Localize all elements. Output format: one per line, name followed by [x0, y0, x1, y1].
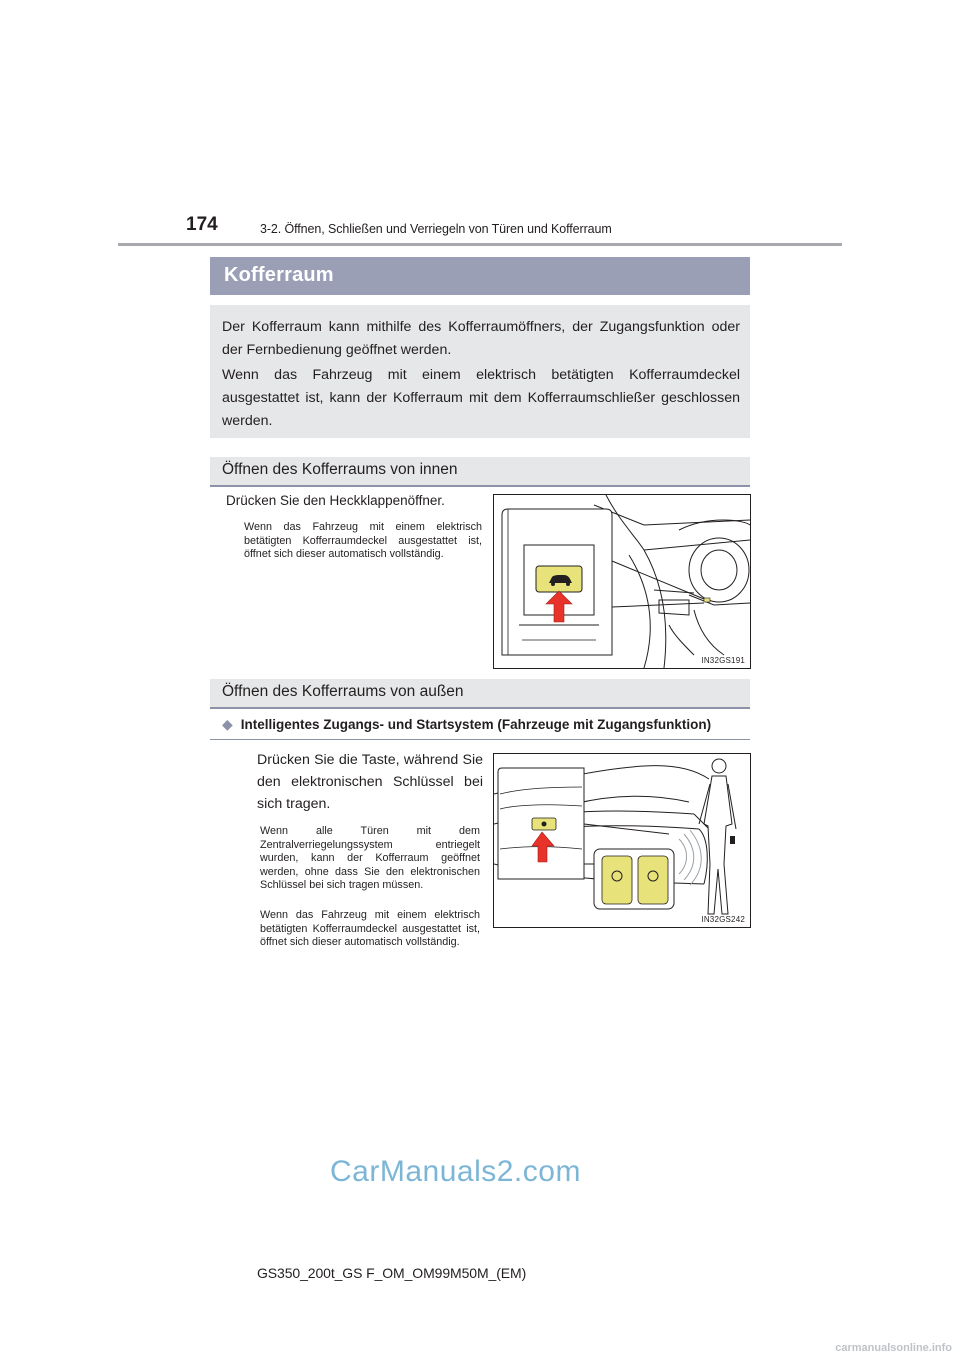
footer-doc-id: GS350_200t_GS F_OM_OM99M50M_(EM)	[257, 1265, 527, 1281]
diamond-icon: ◆	[222, 716, 233, 732]
intro-box	[210, 305, 750, 438]
note-outside-1: Wenn alle Türen mit dem Zentralverriegelungssystem entriegelt wurden, kann der Kofferraum geöffnet werden, ohne dass Sie den elektronischen Schlüssel bei sich tragen müssen.	[260, 825, 480, 891]
section-heading-inside-text: Öffnen des Kofferraums von innen	[222, 461, 458, 478]
subheading-rule	[210, 739, 750, 740]
subheading-smart-entry	[222, 716, 711, 733]
header-rule	[118, 243, 842, 246]
figure-trunk-opener-outside	[493, 753, 751, 928]
figure-trunk-opener-inside	[493, 494, 751, 669]
figure-code-2: IN32GS242	[701, 915, 745, 924]
page-number: 174	[186, 214, 218, 235]
instruction-outside: Drücken Sie die Taste, während Sie den elektronischen Schlüssel bei sich tragen.	[257, 752, 483, 812]
note-inside: Wenn das Fahrzeug mit einem elektrisch betätigten Kofferraumdeckel ausgestattet ist, öffnet sich dieser automatisch vollständig.	[244, 521, 482, 560]
section-heading-inside	[210, 457, 750, 487]
intro-paragraph-2: Wenn das Fahrzeug mit einem elektrisch betätigten Kofferraumdeckel ausgestattet ist, kann der Kofferraum mit dem Kofferraumschließer geschlossen werden.	[222, 367, 740, 429]
instruction-inside: Drücken Sie den Heckklappenöffner.	[226, 493, 445, 508]
watermark: CarManuals2.com	[330, 1155, 581, 1188]
exterior-illustration	[494, 754, 750, 927]
section-heading-outside-text: Öffnen des Kofferraums von außen	[222, 683, 464, 700]
chapter-title: 3-2. Öffnen, Schließen und Verriegeln von Türen und Kofferraum	[260, 222, 612, 236]
section-title-bar	[210, 257, 750, 295]
intro-paragraph-1: Der Kofferraum kann mithilfe des Kofferraumöffners, der Zugangsfunktion oder der Fernbedienung geöffnet werden.	[222, 319, 740, 358]
section-heading-outside	[210, 679, 750, 709]
page-title: Kofferraum	[224, 264, 334, 286]
interior-illustration	[494, 495, 750, 668]
corner-watermark: carmanualsonline.info	[835, 1342, 952, 1354]
note-outside-2: Wenn das Fahrzeug mit einem elektrisch betätigten Kofferraumdeckel ausgestattet ist, öffnet sich dieser automatisch vollständig.	[260, 909, 480, 948]
figure-code-1: IN32GS191	[701, 656, 745, 665]
subheading-smart-entry-text: Intelligentes Zugangs- und Startsystem (Fahrzeuge mit Zugangsfunktion)	[240, 717, 712, 732]
